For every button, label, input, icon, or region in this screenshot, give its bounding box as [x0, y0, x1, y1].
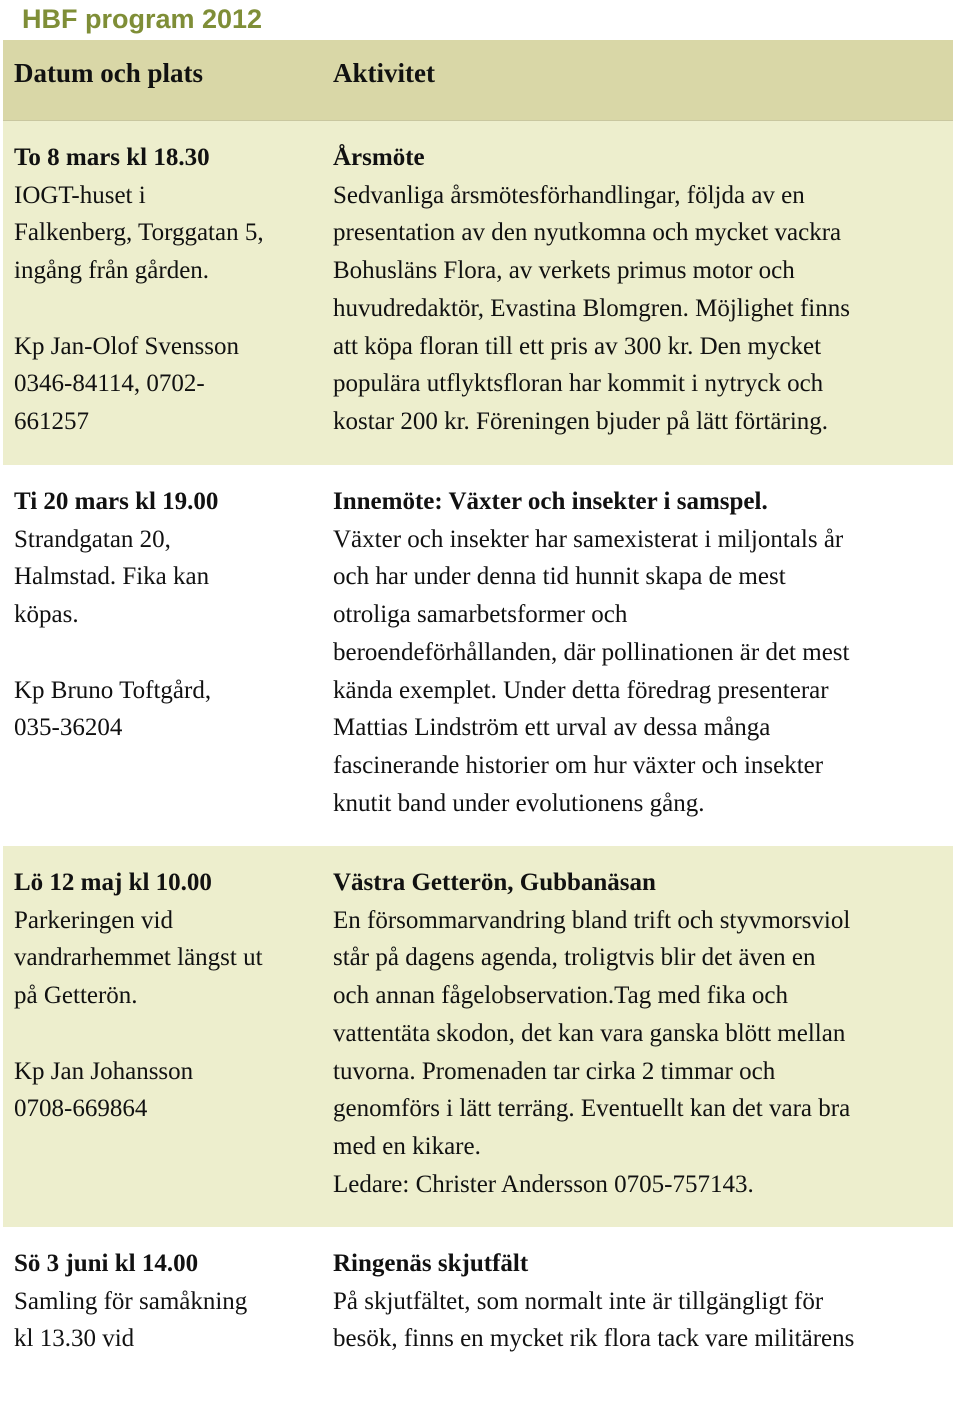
event-date-place [3, 1245, 323, 1427]
event-contact-line: 661257 [14, 407, 89, 435]
event-description-line: att köpa floran till ett pris av 300 kr. Den mycket [333, 332, 822, 360]
event-date: Lö 12 maj kl 10.00 [14, 869, 212, 896]
event-contact-line: 0346-84114, 0702- [14, 370, 205, 398]
event-contact-line: 0708-669864 [14, 1095, 148, 1123]
spacer [14, 290, 323, 328]
event-place-line: Samling för samåkning [14, 1287, 248, 1315]
event-activity [323, 139, 953, 465]
event-description-line: genomförs i lätt terräng. Eventuellt kan det vara bra [333, 1095, 851, 1123]
event-place-line: Parkeringen vid [14, 906, 173, 934]
event-activity [323, 864, 953, 1227]
event-row [3, 1227, 953, 1427]
event-place-line: Strandgatan 20, [14, 525, 171, 553]
event-description-line: Mattias Lindström ett urval av dessa många [333, 714, 771, 742]
event-heading: Ringenäs skjutfält [333, 1250, 529, 1277]
event-place-line: vandrarhemmet längst ut [14, 944, 263, 972]
event-contact-line: Kp Jan Johansson [14, 1057, 194, 1085]
event-description-line: kostar 200 kr. Föreningen bjuder på lätt förtäring. [333, 407, 829, 435]
event-date: Sö 3 juni kl 14.00 [14, 1250, 199, 1277]
event-description-line: fascinerande historier om hur växter och insekter [333, 751, 824, 779]
event-description-line: beroendeförhållanden, där pollinationen är det mest [333, 638, 850, 666]
event-date-place [3, 483, 323, 846]
event-heading: Årsmöte [333, 144, 425, 171]
event-row [3, 121, 953, 465]
event-description-line: På skjutfältet, som normalt inte är tillgängligt för [333, 1287, 824, 1315]
event-place-line: köpas. [14, 601, 79, 629]
event-place-line: ingång från gården. [14, 257, 210, 285]
event-place-line: på Getterön. [14, 982, 138, 1010]
event-description-line: presentation av den nyutkomna och mycket vackra [333, 219, 842, 247]
event-heading: Västra Getterön, Gubbanäsan [333, 869, 656, 896]
event-activity [323, 1245, 953, 1427]
spacer [14, 634, 323, 672]
spacer [14, 1015, 323, 1053]
event-place-line: Halmstad. Fika kan [14, 563, 210, 591]
event-description-line: Ledare: Christer Andersson 0705-757143. [333, 1170, 754, 1198]
event-description-line: tuvorna. Promenaden tar cirka 2 timmar och [333, 1057, 776, 1085]
event-description-line: otroliga samarbetsformer och [333, 601, 628, 629]
event-description-line: En försommarvandring bland trift och styvmorsviol [333, 906, 851, 934]
event-description-line: och annan fågelobservation.Tag med fika och [333, 982, 789, 1010]
event-description-line: och har under denna tid hunnit skapa de mest [333, 563, 786, 591]
table-header [3, 40, 953, 121]
event-description-line: knutit band under evolutionens gång. [333, 789, 705, 817]
event-description-line: Bohusläns Flora, av verkets primus motor och [333, 257, 795, 285]
event-contact-line: Kp Jan-Olof Svensson [14, 332, 239, 360]
event-activity [323, 483, 953, 846]
event-description-line: kända exemplet. Under detta föredrag presenterar [333, 676, 829, 704]
event-description-line: står på dagens agenda, troligtvis blir det även en [333, 944, 816, 972]
event-place-line: kl 13.30 vid [14, 1325, 135, 1353]
event-contact-line: Kp Bruno Toftgård, [14, 676, 212, 704]
event-description-line: Växter och insekter har samexisterat i miljontals år [333, 525, 844, 553]
event-description-line: Sedvanliga årsmötesförhandlingar, följda av en [333, 181, 805, 209]
event-description-line: med en kikare. [333, 1132, 481, 1160]
event-date-place [3, 139, 323, 465]
header-activity: Aktivitet [333, 58, 435, 88]
page-title: HBF program 2012 [22, 4, 263, 34]
event-row [3, 846, 953, 1227]
event-heading: Innemöte: Växter och insekter i samspel. [333, 488, 768, 515]
event-date: Ti 20 mars kl 19.00 [14, 488, 219, 515]
event-place-line: IOGT-huset i [14, 181, 146, 209]
event-description-line: populära utflyktsfloran har kommit i nytryck och [333, 370, 824, 398]
event-contact-line: 035-36204 [14, 714, 123, 742]
event-date: To 8 mars kl 18.30 [14, 144, 210, 171]
event-description-line: besök, finns en mycket rik flora tack vare militärens [333, 1325, 855, 1353]
event-description-line: huvudredaktör, Evastina Blomgren. Möjlighet finns [333, 294, 850, 322]
event-place-line: Falkenberg, Torggatan 5, [14, 219, 264, 247]
header-date-place: Datum och plats [14, 58, 204, 88]
event-description-line: vattentäta skodon, det kan vara ganska blött mellan [333, 1019, 846, 1047]
event-date-place [3, 864, 323, 1227]
program-table [3, 40, 953, 1427]
event-row [3, 465, 953, 846]
